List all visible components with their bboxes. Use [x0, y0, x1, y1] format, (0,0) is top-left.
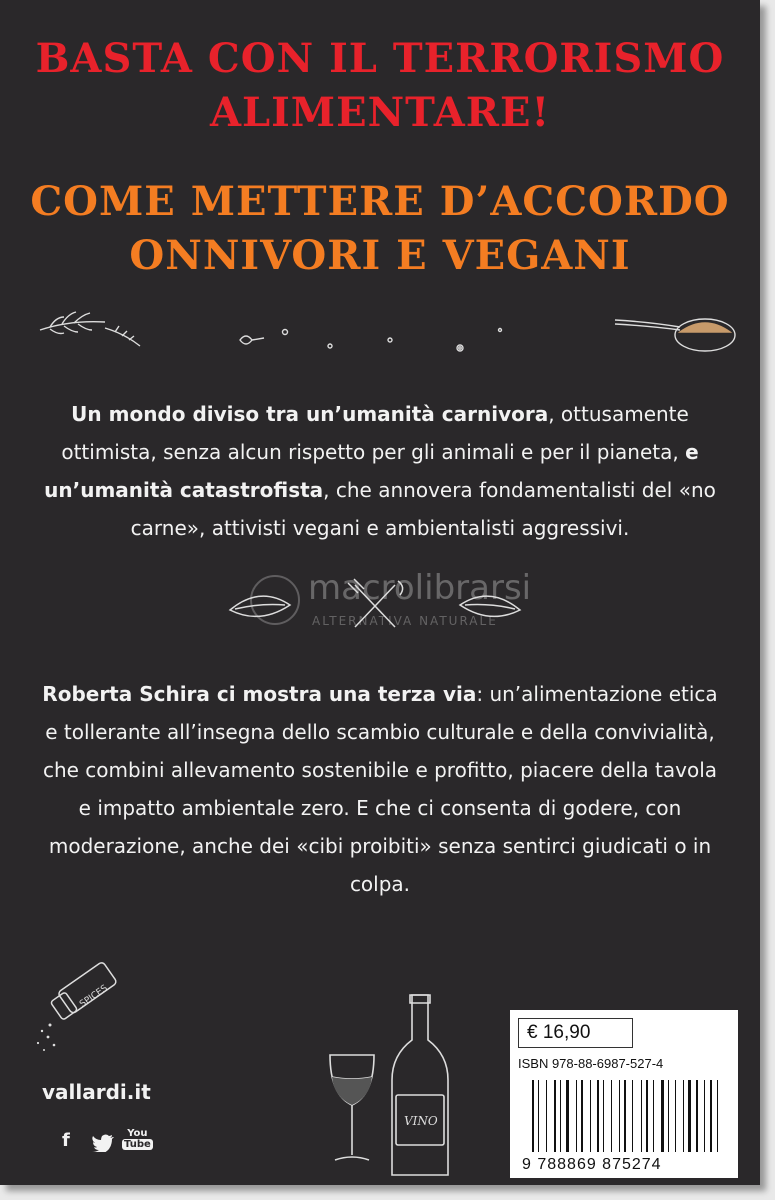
barcode-bar: [619, 1080, 620, 1152]
intro-bold-2: e un’umanità catastrofista: [44, 440, 699, 502]
barcode-bar: [710, 1080, 712, 1152]
author-text-3: e della convivialità, che combini allevamento sostenibile: [42, 720, 715, 782]
barcode-bar: [641, 1080, 642, 1152]
ean-number: 9 788869 875274: [522, 1156, 662, 1173]
barcode-bar: [564, 1080, 565, 1152]
barcode-bar: [560, 1080, 561, 1152]
barcode-bar: [685, 1080, 686, 1152]
barcode-bar: [653, 1080, 654, 1152]
barcode-bar: [586, 1080, 589, 1152]
barcode-bar: [546, 1080, 547, 1152]
barcode: [532, 1080, 727, 1152]
barcode-bar: [715, 1080, 716, 1152]
barcode-bar: [603, 1080, 604, 1152]
paragraph-author: [40, 675, 720, 903]
barcode-bar: [611, 1080, 612, 1152]
barcode-bar: [614, 1080, 616, 1152]
barcode-bar: [651, 1080, 652, 1152]
author-text-4: e profitto, piacere della tavola e impatto ambientale zero.: [78, 758, 718, 820]
barcode-bar: [643, 1080, 644, 1152]
barcode-bar: [704, 1080, 705, 1152]
isbn-label: ISBN 978-88-6987-527-4: [518, 1056, 664, 1071]
intro-bold-1: Un mondo diviso tra un’umanità carnivora: [71, 402, 549, 426]
barcode-bar: [717, 1080, 718, 1152]
barcode-bar: [624, 1080, 626, 1152]
author-text-2: etica e tollerante all’insegna dello scambio culturale: [45, 682, 718, 744]
barcode-bar: [597, 1080, 599, 1152]
headline-red: [0, 32, 760, 140]
headline-red-line-1: BASTA CON IL TERRORISMO: [35, 35, 725, 82]
barcode-bar: [656, 1080, 658, 1152]
watermark-text: macrolibrarsi: [308, 568, 532, 608]
barcode-bar: [576, 1080, 577, 1152]
watermark-tagline: ALTERNATIVA NATURALE: [312, 614, 498, 628]
intro-text-4: del «no carne», attivisti vegani e ambientalisti aggressivi.: [130, 478, 716, 540]
intro-text-3: , che annovera fondamentalisti: [323, 478, 636, 502]
author-text-6: dei «cibi proibiti» senza sentirci giudicati o in colpa.: [259, 834, 712, 896]
barcode-bar: [720, 1080, 723, 1152]
barcode-bar: [678, 1080, 680, 1152]
author-text-1: : un’alimentazione: [476, 682, 663, 706]
barcode-bar: [672, 1080, 674, 1152]
headline-orange-line-2: ONNIVORI E VEGANI: [129, 232, 631, 279]
publisher-website[interactable]: vallardi.it: [42, 1080, 151, 1104]
barcode-bar: [635, 1080, 638, 1152]
barcode-bar: [668, 1080, 669, 1152]
barcode-bar: [571, 1080, 573, 1152]
headline-orange-line-1: COME METTERE D’ACCORDO: [30, 178, 730, 225]
youtube-icon-top: You: [127, 1128, 148, 1139]
barcode-bar: [566, 1080, 569, 1152]
herb-divider-illustration: [30, 300, 750, 370]
barcode-bar: [683, 1080, 684, 1152]
barcode-bar: [688, 1080, 691, 1152]
wine-label: VINO: [404, 1114, 438, 1128]
barcode-bar: [581, 1080, 583, 1152]
barcode-bar: [675, 1080, 676, 1152]
intro-text-1: , ottusamente: [548, 402, 689, 426]
headline-red-line-2: ALIMENTARE!: [209, 89, 551, 136]
barcode-panel: [510, 1010, 738, 1178]
author-bold-1: Roberta Schira ci mostra una terza via: [42, 682, 477, 706]
barcode-bar: [706, 1080, 708, 1152]
barcode-bar: [665, 1080, 666, 1152]
barcode-bar: [694, 1080, 695, 1152]
barcode-bar: [621, 1080, 622, 1152]
barcode-bar: [629, 1080, 631, 1152]
barcode-bar: [535, 1080, 536, 1152]
barcode-bar: [593, 1080, 594, 1152]
youtube-icon[interactable]: [122, 1128, 153, 1150]
barcode-bar: [600, 1080, 601, 1152]
author-text-5: E che ci consenta di godere, con moderazione, anche: [48, 796, 682, 858]
wine-illustration: [320, 985, 470, 1185]
spice-label: SPICES: [78, 983, 110, 1010]
barcode-bar: [700, 1080, 701, 1152]
barcode-bar: [646, 1080, 648, 1152]
barcode-bar: [696, 1080, 698, 1152]
spice-shaker-illustration: [20, 955, 140, 1055]
barcode-bar: [578, 1080, 579, 1152]
watermark-logo: [250, 575, 300, 625]
facebook-icon[interactable]: f: [62, 1130, 70, 1151]
barcode-bar: [532, 1080, 534, 1152]
barcode-bar: [557, 1080, 558, 1152]
barcode-bar: [538, 1080, 539, 1152]
headline-orange: [0, 175, 760, 283]
barcode-bar: [632, 1080, 633, 1152]
barcode-bar: [554, 1080, 556, 1152]
youtube-icon-bottom: Tube: [124, 1139, 151, 1150]
price-label: € 16,90: [518, 1018, 633, 1048]
barcode-bar: [607, 1080, 610, 1152]
barcode-bar: [661, 1080, 664, 1152]
paragraph-intro: [40, 395, 720, 547]
twitter-icon[interactable]: [92, 1134, 114, 1152]
intro-text-2: ottimista, senza alcun rispetto per gli animali e per il pianeta,: [61, 440, 679, 464]
barcode-bar: [590, 1080, 591, 1152]
barcode-bar: [542, 1080, 545, 1152]
barcode-bar: [549, 1080, 551, 1152]
